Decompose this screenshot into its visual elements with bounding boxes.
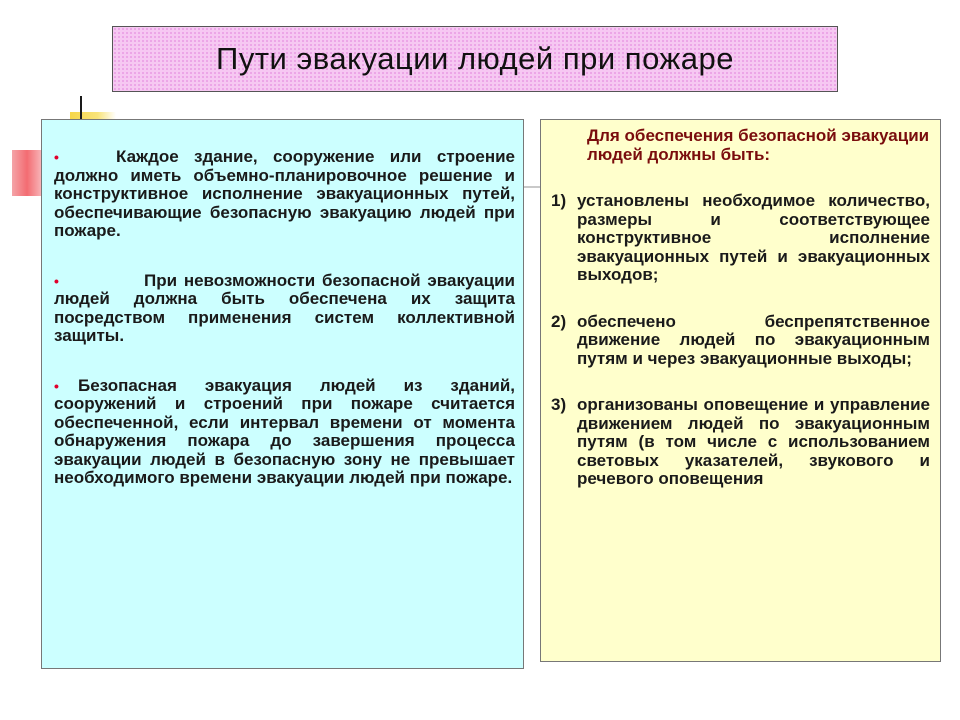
list-item-number: 1) — [551, 191, 567, 210]
list-item-number: 2) — [551, 311, 567, 331]
list-item-text: организованы оповещение и управление движением людей по эвакуационным путям (в том числе с использованием световых указателей, звукового и речевого оповещения — [577, 395, 930, 488]
bullet-icon: • — [54, 272, 59, 289]
left-paragraph-text: Безопасная эвакуация людей из зданий, сооружений и строений при пожаре считается обеспеченной, если интервал времени от момента обнаружения пожара до завершения процесса эвакуации людей в безопасную зону не превышает необходимого времени эвакуации людей при пожаре. — [54, 375, 515, 487]
list-item-text: обеспечено беспрепятственное движение людей по эвакуационным путям и через эвакуационные выходы; — [577, 311, 930, 368]
right-panel — [540, 119, 941, 662]
right-panel-header: Для обеспечения безопасной эвакуации людей должны быть: — [587, 126, 930, 164]
left-paragraph-text: При невозможности безопасной эвакуации людей должна быть обеспечена их защита посредством применения систем коллективной защиты. — [54, 270, 515, 345]
left-paragraph-1 — [54, 148, 515, 241]
left-panel — [41, 119, 524, 669]
title-box — [112, 26, 838, 92]
decorative-vertical-line — [80, 96, 82, 120]
bullet-icon: • — [54, 149, 59, 165]
list-item — [551, 396, 930, 489]
list-item-text: установлены необходимое количество, размеры и соответствующее конструктивное исполнение эвакуационных путей и эвакуационных выходов; — [577, 191, 930, 284]
list-item — [551, 313, 930, 369]
list-item-number: 3) — [551, 395, 567, 414]
bullet-icon: • — [54, 377, 59, 394]
left-paragraph-2 — [54, 272, 515, 346]
left-paragraph-text: Каждое здание, сооружение или строение должно иметь объемно-планировочное решение и конструктивное исполнение эвакуационных путей, обеспечивающие безопасную эвакуацию людей при пожаре. — [54, 147, 515, 240]
page-title: Пути эвакуации людей при пожаре — [216, 41, 734, 76]
decorative-red-block — [12, 150, 42, 196]
left-paragraph-3 — [54, 377, 515, 488]
list-item — [551, 192, 930, 285]
